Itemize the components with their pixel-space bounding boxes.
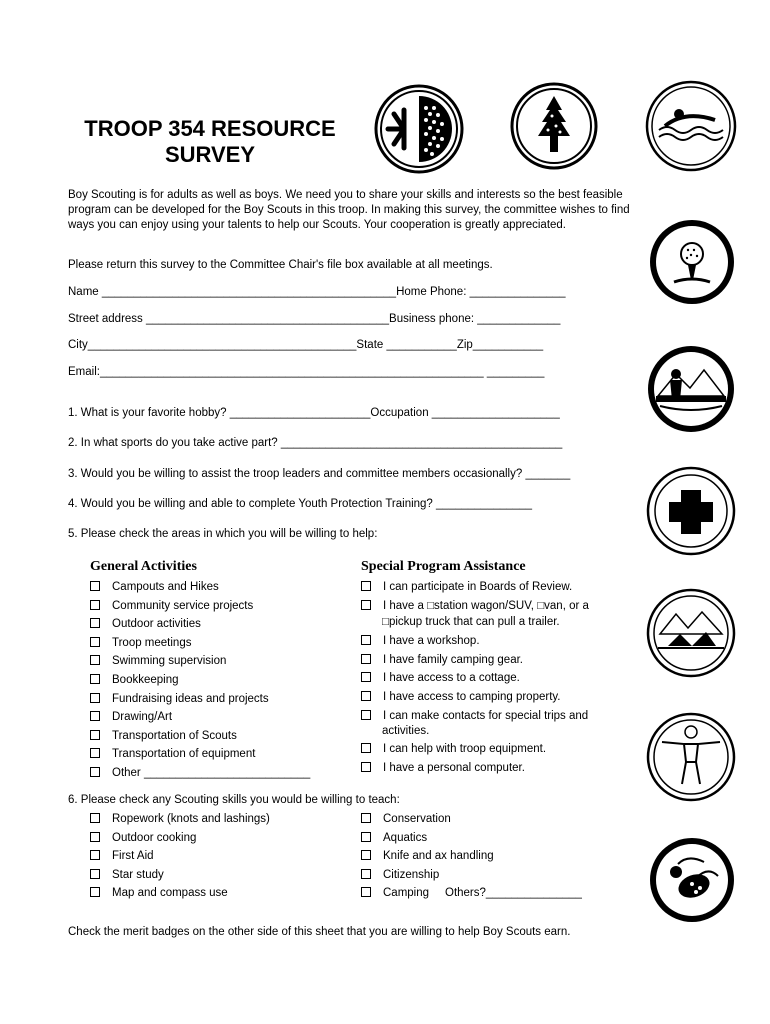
- question-4[interactable]: 4. Would you be willing and able to complete Youth Protection Training? _______________: [68, 498, 532, 510]
- checkbox-item[interactable]: Transportation of Scouts: [90, 730, 310, 749]
- general-activities-list: [90, 581, 310, 786]
- checkbox[interactable]: [361, 672, 371, 682]
- checkbox-item-continued: □pickup truck that can pull a trailer.: [382, 616, 560, 628]
- checkbox-item[interactable]: Conservation: [361, 813, 582, 832]
- checkbox[interactable]: [90, 581, 100, 591]
- checkbox[interactable]: [361, 635, 371, 645]
- checkbox[interactable]: [361, 762, 371, 772]
- fitness-badge-icon: [646, 712, 736, 802]
- checkbox[interactable]: [361, 813, 371, 823]
- checkbox-item[interactable]: I have family camping gear.: [361, 654, 523, 666]
- checkbox-item[interactable]: Star study: [90, 869, 270, 888]
- checkbox-item[interactable]: Troop meetings: [90, 637, 310, 656]
- checkbox-item[interactable]: Drawing/Art: [90, 711, 310, 730]
- checkbox-item[interactable]: Community service projects: [90, 600, 310, 619]
- checkbox-item[interactable]: Knife and ax handling: [361, 850, 582, 869]
- email-field[interactable]: Email:____________________________________________________________ _________: [68, 366, 545, 378]
- checkbox[interactable]: [361, 743, 371, 753]
- skills-right-list: [361, 813, 582, 906]
- title-line-1: TROOP 354 RESOURCE: [84, 116, 336, 141]
- checkbox[interactable]: [90, 674, 100, 684]
- tree-badge-icon: [510, 82, 598, 170]
- checkbox[interactable]: [90, 813, 100, 823]
- question-1[interactable]: 1. What is your favorite hobby? ______________________Occupation ____________________: [68, 407, 560, 419]
- checkbox-item[interactable]: First Aid: [90, 850, 270, 869]
- checkbox-item[interactable]: I have a □station wagon/SUV, □van, or a: [361, 600, 589, 612]
- checkbox[interactable]: [361, 581, 371, 591]
- checkbox-item[interactable]: Camping Others?_______________: [361, 887, 582, 906]
- city-field[interactable]: City__________________________________________State ___________Zip___________: [68, 339, 544, 351]
- checkbox[interactable]: [90, 887, 100, 897]
- swimming-badge-icon: [645, 80, 737, 172]
- hiking-badge-icon: [646, 344, 736, 434]
- checkbox-item[interactable]: Citizenship: [361, 869, 582, 888]
- intro-paragraph: Boy Scouting is for adults as well as boys. We need you to share your skills and interests so the best feasible program can be developed for the Boy Scouts in this troop. In making this survey, the committee wishes to find ways you can enjoy using your talents to help our Scouts. Your cooperation is greatly appreciated.: [68, 189, 630, 231]
- checkbox[interactable]: [361, 832, 371, 842]
- first-aid-badge-icon: [646, 466, 736, 556]
- checkbox-item[interactable]: Bookkeeping: [90, 674, 310, 693]
- checkbox[interactable]: [361, 600, 371, 610]
- special-program-heading: Special Program Assistance: [361, 559, 526, 574]
- checkbox-item[interactable]: Campouts and Hikes: [90, 581, 310, 600]
- checkbox[interactable]: [90, 711, 100, 721]
- checkbox[interactable]: [90, 832, 100, 842]
- street-field[interactable]: Street address ______________________________________Business phone: _____________: [68, 313, 561, 325]
- checkbox-item[interactable]: Fundraising ideas and projects: [90, 693, 310, 712]
- checkbox-item[interactable]: I can make contacts for special trips and: [361, 710, 588, 722]
- checkbox[interactable]: [90, 693, 100, 703]
- question-2[interactable]: 2. In what sports do you take active part? ____________________________________________: [68, 437, 563, 449]
- title-line-2: SURVEY: [164, 142, 256, 167]
- name-field[interactable]: Name ______________________________________________Home Phone: _______________: [68, 286, 566, 298]
- checkbox-item[interactable]: I have access to a cottage.: [361, 672, 520, 684]
- checkbox-item[interactable]: Other __________________________: [90, 767, 310, 786]
- question-6: 6. Please check any Scouting skills you would be willing to teach:: [68, 794, 400, 806]
- checkbox-item[interactable]: I can help with troop equipment.: [361, 743, 546, 755]
- checkbox[interactable]: [361, 691, 371, 701]
- checkbox[interactable]: [90, 618, 100, 628]
- checkbox[interactable]: [90, 600, 100, 610]
- checkbox[interactable]: [90, 748, 100, 758]
- checkbox[interactable]: [90, 730, 100, 740]
- golf-badge-icon: [648, 218, 736, 306]
- camping-badge-icon: [646, 588, 736, 678]
- checkbox[interactable]: [361, 887, 371, 897]
- general-activities-heading: General Activities: [90, 559, 197, 574]
- checkbox-item[interactable]: I have a workshop.: [361, 635, 480, 647]
- checkbox[interactable]: [361, 850, 371, 860]
- checkbox-item[interactable]: Outdoor cooking: [90, 832, 270, 851]
- checkbox-item[interactable]: Outdoor activities: [90, 618, 310, 637]
- checkbox[interactable]: [90, 767, 100, 777]
- checkbox-item[interactable]: Swimming supervision: [90, 655, 310, 674]
- compass-badge-icon: [374, 84, 464, 174]
- checkbox[interactable]: [361, 654, 371, 664]
- insect-badge-icon: [648, 836, 736, 924]
- checkbox-item[interactable]: Transportation of equipment: [90, 748, 310, 767]
- page-title: [70, 116, 350, 168]
- checkbox[interactable]: [90, 869, 100, 879]
- checkbox[interactable]: [361, 710, 371, 720]
- return-note: Please return this survey to the Committee Chair's file box available at all meetings.: [68, 259, 493, 271]
- question-3[interactable]: 3. Would you be willing to assist the troop leaders and committee members occasionally? _______: [68, 468, 571, 480]
- checkbox[interactable]: [361, 869, 371, 879]
- checkbox-item[interactable]: I can participate in Boards of Review.: [361, 581, 572, 593]
- checkbox-item-continued: activities.: [382, 725, 430, 737]
- checkbox[interactable]: [90, 637, 100, 647]
- checkbox-item[interactable]: I have access to camping property.: [361, 691, 561, 703]
- question-5: 5. Please check the areas in which you will be willing to help:: [68, 528, 378, 540]
- checkbox-item[interactable]: Ropework (knots and lashings): [90, 813, 270, 832]
- checkbox-item[interactable]: I have a personal computer.: [361, 762, 525, 774]
- checkbox-item[interactable]: Map and compass use: [90, 887, 270, 906]
- skills-left-list: [90, 813, 270, 906]
- checkbox[interactable]: [90, 655, 100, 665]
- footer-note: Check the merit badges on the other side of this sheet that you are willing to help Boy Scouts earn.: [68, 926, 571, 938]
- checkbox[interactable]: [90, 850, 100, 860]
- checkbox-item[interactable]: Aquatics: [361, 832, 582, 851]
